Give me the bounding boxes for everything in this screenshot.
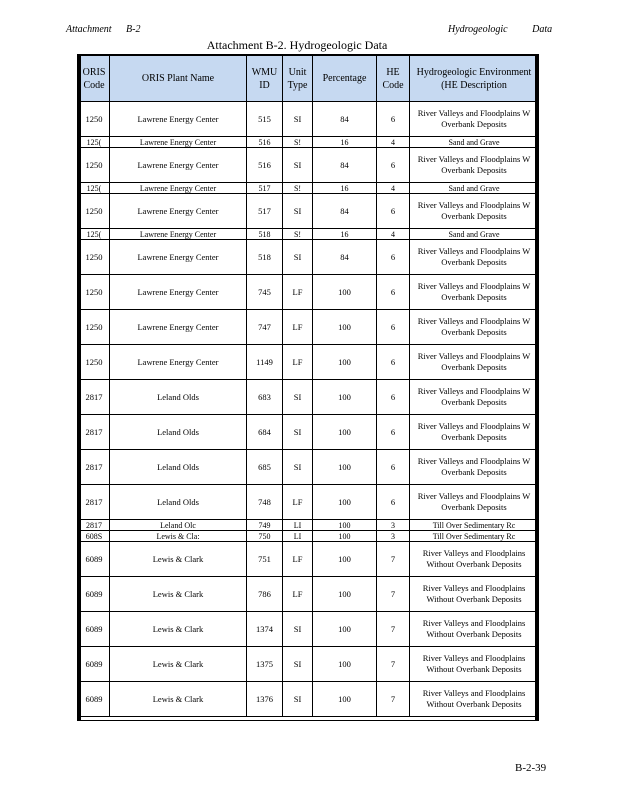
cell-he-description: River Valleys and Floodplains W Overbank Deposits <box>410 194 539 229</box>
cell-wmu-id: 749 <box>247 520 283 531</box>
cell-he-code: 6 <box>377 240 410 275</box>
table-row <box>79 531 539 542</box>
cell-he-code: 6 <box>377 415 410 450</box>
cell-he-description: Till Over Sedimentary Rc <box>410 531 539 542</box>
cell-percentage: 100 <box>313 531 377 542</box>
cell-unit-type: SI <box>283 450 313 485</box>
cell-oris-code: 6089 <box>79 542 110 577</box>
cell-unit-type: SI <box>283 148 313 183</box>
cell-he-code: 7 <box>377 647 410 682</box>
cell-oris-code: 2817 <box>79 415 110 450</box>
cell-percentage: 100 <box>313 310 377 345</box>
cell-unit-type: S! <box>283 183 313 194</box>
cell-oris-code: 2817 <box>79 485 110 520</box>
cell-unit-type: SI <box>283 647 313 682</box>
cell-unit-type: LI <box>283 531 313 542</box>
cell-percentage: 100 <box>313 520 377 531</box>
cell-wmu-id: 1149 <box>247 345 283 380</box>
cell-percentage: 100 <box>313 682 377 717</box>
cell-wmu-id: 518 <box>247 240 283 275</box>
cell-plant-name: Lewis & Clark <box>110 542 247 577</box>
table-row <box>79 647 539 682</box>
cell-plant-name: Lewis & Cla: <box>110 531 247 542</box>
cell-plant-name: Lewis & Clark <box>110 682 247 717</box>
header-section-label: Hydrogeologic <box>448 24 508 35</box>
cell-oris-code: 6089 <box>79 577 110 612</box>
cell-he-description: Sand and Grave <box>410 137 539 148</box>
header-attachment-code: B-2 <box>126 24 141 35</box>
cell-he-code: 6 <box>377 380 410 415</box>
hydrogeologic-data-table-container <box>77 54 539 721</box>
cell-wmu-id: 517 <box>247 183 283 194</box>
cell-wmu-id: 516 <box>247 148 283 183</box>
running-header-left <box>66 24 141 35</box>
hydrogeologic-data-table <box>78 55 539 717</box>
cell-he-code: 6 <box>377 450 410 485</box>
cell-wmu-id: 1375 <box>247 647 283 682</box>
cell-he-code: 7 <box>377 577 410 612</box>
cell-plant-name: Lawrene Energy Center <box>110 183 247 194</box>
cell-percentage: 100 <box>313 485 377 520</box>
cell-he-description: River Valleys and Floodplains W Overbank Deposits <box>410 275 539 310</box>
table-row <box>79 229 539 240</box>
cell-unit-type: S! <box>283 137 313 148</box>
cell-wmu-id: 748 <box>247 485 283 520</box>
table-row <box>79 450 539 485</box>
cell-wmu-id: 745 <box>247 275 283 310</box>
cell-plant-name: Lawrene Energy Center <box>110 275 247 310</box>
column-header-percentage: Percentage <box>313 56 377 102</box>
cell-he-description: Till Over Sedimentary Rc <box>410 520 539 531</box>
cell-plant-name: Lewis & Clark <box>110 577 247 612</box>
cell-he-code: 4 <box>377 137 410 148</box>
cell-wmu-id: 683 <box>247 380 283 415</box>
cell-he-description: River Valleys and Floodplains Without Overbank Deposits <box>410 647 539 682</box>
cell-wmu-id: 750 <box>247 531 283 542</box>
table-row <box>79 485 539 520</box>
header-attachment-label: Attachment <box>66 24 112 35</box>
table-body <box>79 102 539 717</box>
column-header-unit-type: Unit Type <box>283 56 313 102</box>
cell-oris-code: 1250 <box>79 310 110 345</box>
cell-wmu-id: 1374 <box>247 612 283 647</box>
column-header-oris-code: ORIS Code <box>79 56 110 102</box>
cell-oris-code: 1250 <box>79 148 110 183</box>
table-row <box>79 102 539 137</box>
cell-percentage: 84 <box>313 194 377 229</box>
cell-he-description: River Valleys and Floodplains W Overbank Deposits <box>410 310 539 345</box>
cell-percentage: 100 <box>313 275 377 310</box>
running-header-right <box>448 24 552 35</box>
cell-he-code: 6 <box>377 345 410 380</box>
table-row <box>79 310 539 345</box>
cell-wmu-id: 1376 <box>247 682 283 717</box>
cell-he-code: 7 <box>377 682 410 717</box>
cell-he-code: 7 <box>377 542 410 577</box>
table-row <box>79 612 539 647</box>
cell-he-code: 6 <box>377 275 410 310</box>
table-row <box>79 380 539 415</box>
column-header-wmu-id: WMU ID <box>247 56 283 102</box>
cell-plant-name: Lewis & Clark <box>110 612 247 647</box>
cell-he-code: 6 <box>377 194 410 229</box>
cell-wmu-id: 515 <box>247 102 283 137</box>
cell-oris-code: 125( <box>79 229 110 240</box>
cell-plant-name: Lawrene Energy Center <box>110 310 247 345</box>
cell-percentage: 100 <box>313 380 377 415</box>
cell-wmu-id: 747 <box>247 310 283 345</box>
cell-he-description: River Valleys and Floodplains Without Overbank Deposits <box>410 577 539 612</box>
cell-he-description: River Valleys and Floodplains W Overbank Deposits <box>410 102 539 137</box>
cell-he-description: Sand and Grave <box>410 183 539 194</box>
cell-oris-code: 125( <box>79 183 110 194</box>
cell-unit-type: SI <box>283 380 313 415</box>
cell-plant-name: Lewis & Clark <box>110 647 247 682</box>
cell-unit-type: SI <box>283 415 313 450</box>
cell-plant-name: Leland Olc <box>110 520 247 531</box>
column-header-plant-name: ORIS Plant Name <box>110 56 247 102</box>
cell-oris-code: 2817 <box>79 520 110 531</box>
cell-wmu-id: 786 <box>247 577 283 612</box>
cell-unit-type: LF <box>283 275 313 310</box>
cell-he-description: River Valleys and Floodplains Without Overbank Deposits <box>410 542 539 577</box>
table-row <box>79 682 539 717</box>
header-section-label-2: Data <box>532 24 553 35</box>
cell-percentage: 16 <box>313 229 377 240</box>
cell-plant-name: Leland Olds <box>110 415 247 450</box>
table-row <box>79 275 539 310</box>
cell-he-description: River Valleys and Floodplains Without Overbank Deposits <box>410 612 539 647</box>
table-header-row <box>79 56 539 102</box>
cell-percentage: 100 <box>313 612 377 647</box>
table-row <box>79 415 539 450</box>
cell-he-description: River Valleys and Floodplains W Overbank Deposits <box>410 485 539 520</box>
table-row <box>79 194 539 229</box>
cell-percentage: 100 <box>313 542 377 577</box>
page-number: B-2-39 <box>515 762 547 774</box>
cell-percentage: 100 <box>313 415 377 450</box>
cell-oris-code: 2817 <box>79 380 110 415</box>
cell-he-code: 6 <box>377 148 410 183</box>
cell-he-code: 6 <box>377 485 410 520</box>
cell-oris-code: 1250 <box>79 102 110 137</box>
cell-plant-name: Lawrene Energy Center <box>110 229 247 240</box>
cell-he-code: 7 <box>377 612 410 647</box>
table-row <box>79 137 539 148</box>
cell-percentage: 84 <box>313 102 377 137</box>
cell-unit-type: SI <box>283 102 313 137</box>
cell-wmu-id: 751 <box>247 542 283 577</box>
table-row <box>79 240 539 275</box>
cell-plant-name: Leland Olds <box>110 380 247 415</box>
cell-oris-code: 125( <box>79 137 110 148</box>
cell-wmu-id: 685 <box>247 450 283 485</box>
cell-he-code: 4 <box>377 229 410 240</box>
cell-unit-type: SI <box>283 612 313 647</box>
cell-he-description: Sand and Grave <box>410 229 539 240</box>
cell-he-description: River Valleys and Floodplains W Overbank Deposits <box>410 345 539 380</box>
cell-oris-code: 6089 <box>79 682 110 717</box>
cell-percentage: 100 <box>313 345 377 380</box>
cell-unit-type: LI <box>283 520 313 531</box>
table-row <box>79 148 539 183</box>
column-header-he-description: Hydrogeologic Environment (HE Description <box>410 56 539 102</box>
cell-oris-code: 6089 <box>79 647 110 682</box>
cell-he-code: 3 <box>377 520 410 531</box>
cell-plant-name: Leland Olds <box>110 450 247 485</box>
cell-percentage: 16 <box>313 183 377 194</box>
cell-unit-type: LF <box>283 577 313 612</box>
table-row <box>79 183 539 194</box>
table-row <box>79 577 539 612</box>
cell-he-code: 6 <box>377 310 410 345</box>
cell-oris-code: 1250 <box>79 240 110 275</box>
cell-plant-name: Lawrene Energy Center <box>110 148 247 183</box>
cell-oris-code: 608S <box>79 531 110 542</box>
cell-percentage: 100 <box>313 450 377 485</box>
cell-he-code: 4 <box>377 183 410 194</box>
cell-he-description: River Valleys and Floodplains W Overbank Deposits <box>410 380 539 415</box>
cell-oris-code: 2817 <box>79 450 110 485</box>
cell-unit-type: LF <box>283 345 313 380</box>
cell-percentage: 84 <box>313 148 377 183</box>
cell-plant-name: Lawrene Energy Center <box>110 194 247 229</box>
cell-plant-name: Lawrene Energy Center <box>110 102 247 137</box>
table-row <box>79 520 539 531</box>
column-header-he-code: HE Code <box>377 56 410 102</box>
cell-unit-type: SI <box>283 682 313 717</box>
cell-plant-name: Lawrene Energy Center <box>110 137 247 148</box>
cell-unit-type: SI <box>283 240 313 275</box>
table-row <box>79 542 539 577</box>
cell-unit-type: SI <box>283 194 313 229</box>
cell-wmu-id: 518 <box>247 229 283 240</box>
cell-oris-code: 1250 <box>79 345 110 380</box>
cell-wmu-id: 684 <box>247 415 283 450</box>
cell-he-code: 6 <box>377 102 410 137</box>
cell-plant-name: Lawrene Energy Center <box>110 240 247 275</box>
cell-he-description: River Valleys and Floodplains Without Overbank Deposits <box>410 682 539 717</box>
cell-unit-type: LF <box>283 310 313 345</box>
page-title: Attachment B-2. Hydrogeologic Data <box>206 38 388 52</box>
cell-he-description: River Valleys and Floodplains W Overbank Deposits <box>410 415 539 450</box>
cell-unit-type: LF <box>283 485 313 520</box>
cell-he-description: River Valleys and Floodplains W Overbank Deposits <box>410 240 539 275</box>
cell-wmu-id: 517 <box>247 194 283 229</box>
cell-unit-type: S! <box>283 229 313 240</box>
cell-wmu-id: 516 <box>247 137 283 148</box>
cell-he-code: 3 <box>377 531 410 542</box>
cell-he-description: River Valleys and Floodplains W Overbank Deposits <box>410 148 539 183</box>
cell-percentage: 84 <box>313 240 377 275</box>
cell-oris-code: 1250 <box>79 194 110 229</box>
cell-he-description: River Valleys and Floodplains W Overbank Deposits <box>410 450 539 485</box>
table-row <box>79 345 539 380</box>
cell-percentage: 100 <box>313 577 377 612</box>
cell-percentage: 16 <box>313 137 377 148</box>
cell-oris-code: 6089 <box>79 612 110 647</box>
cell-oris-code: 1250 <box>79 275 110 310</box>
cell-percentage: 100 <box>313 647 377 682</box>
cell-plant-name: Leland Olds <box>110 485 247 520</box>
cell-plant-name: Lawrene Energy Center <box>110 345 247 380</box>
cell-unit-type: LF <box>283 542 313 577</box>
